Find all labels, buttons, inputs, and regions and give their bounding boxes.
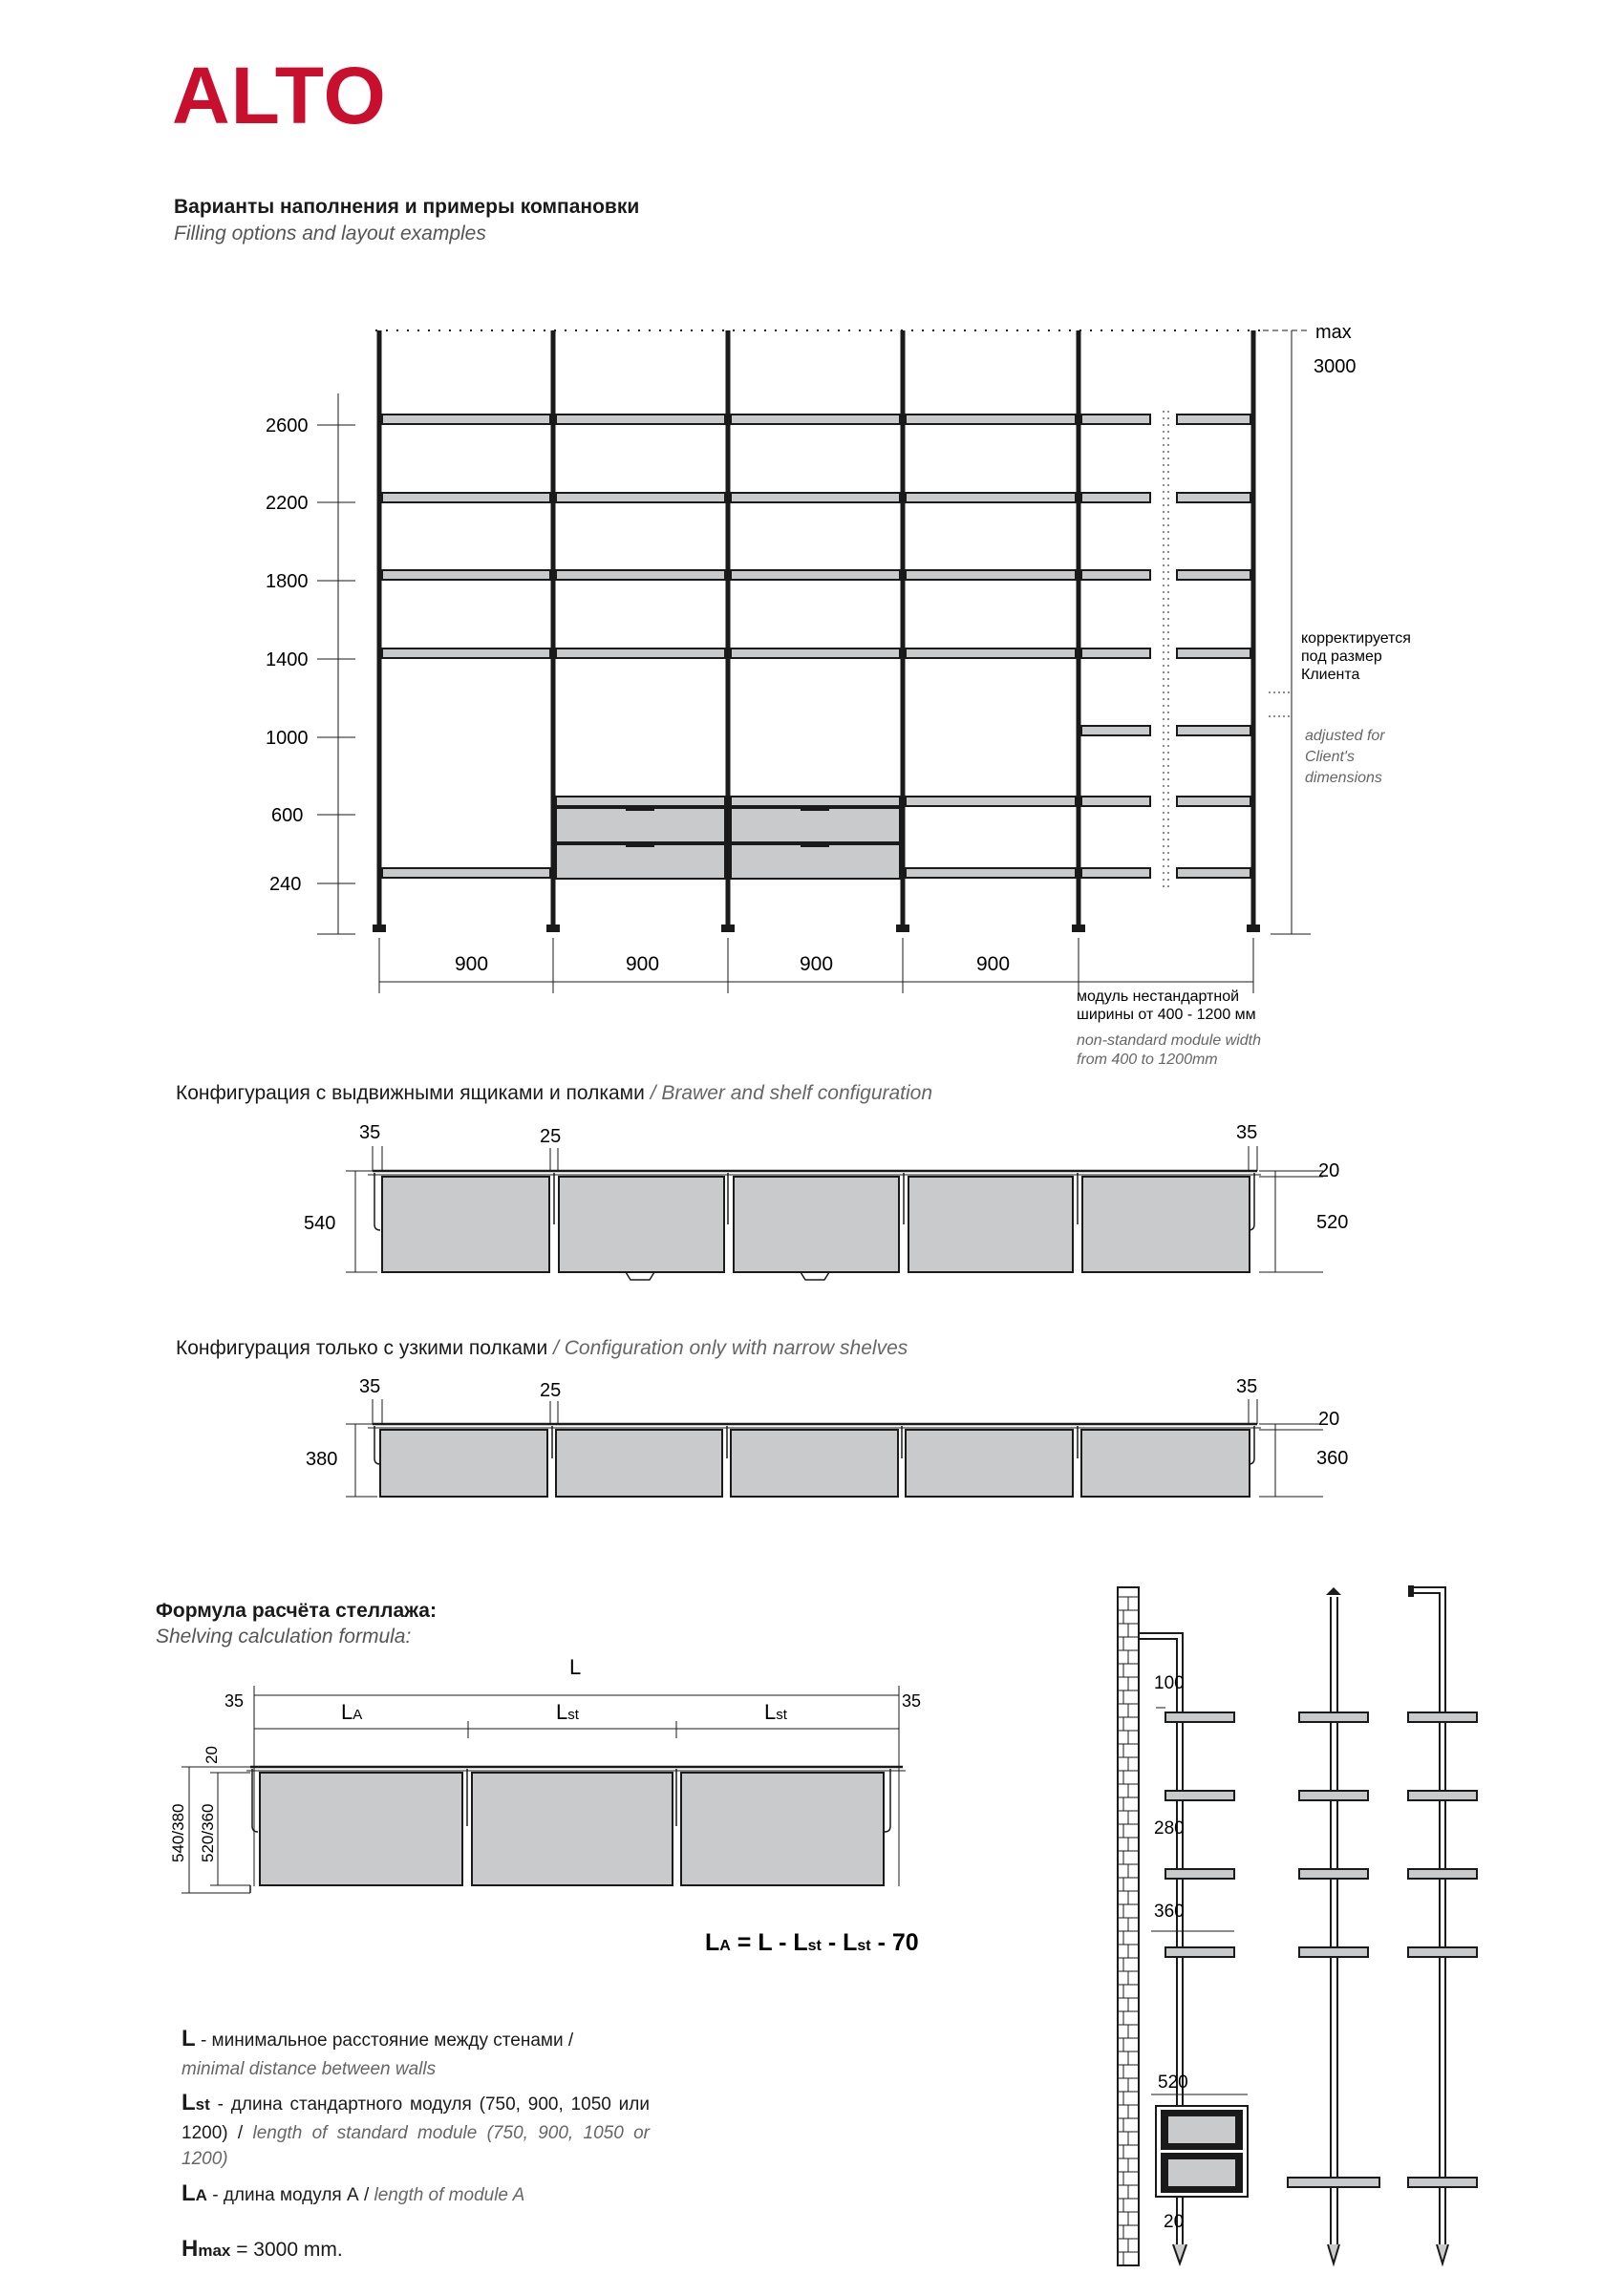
dim-100: 100 (1154, 1673, 1185, 1693)
config2-title-ru: Конфигурация только с узкими полками (176, 1337, 548, 1359)
section-title-ru: Варианты наполнения и примеры компановки (174, 196, 640, 218)
height-label: 240 (269, 874, 302, 895)
formula-expression: LA = L - Lst - Lst - 70 (705, 1929, 919, 1956)
dim-25: 25 (540, 1126, 562, 1147)
dim-35: 35 (359, 1122, 381, 1143)
brand-logo: ALTO (172, 51, 387, 140)
dim-Lst: Lst (556, 1700, 579, 1724)
height-ticks (317, 425, 355, 934)
dim-35: 35 (1236, 1376, 1258, 1397)
config2-plan (0, 1361, 1624, 1514)
height-label: 1400 (266, 649, 309, 670)
formula-panels (260, 1773, 884, 1885)
legend-Lst: Lst - длина стандартного модуля (750, 900, 1050 или 1200) / length of standard module (750, 900, 1050 or 1200) (182, 2090, 650, 2170)
formula-title-en: Shelving calculation formula: (156, 1626, 412, 1648)
adjust-en: Client's (1305, 749, 1355, 765)
max-value: 3000 (1314, 356, 1357, 377)
dim-520: 520 (1316, 1212, 1349, 1233)
adjust-ru: под размер (1301, 648, 1382, 665)
width-label: 900 (976, 953, 1011, 975)
config2-title-en: / Configuration only with narrow shelves (553, 1337, 908, 1359)
legend-Hmax: Hmax = 3000 mm. (182, 2236, 343, 2262)
dim-520-360: 520/360 (199, 1803, 217, 1862)
dim-380: 380 (306, 1449, 338, 1470)
section-title-en: Filling options and layout examples (174, 223, 486, 244)
config1-drawers (382, 1177, 1250, 1272)
dim-Lst: Lst (764, 1700, 787, 1724)
config2-title (176, 1337, 908, 1360)
adjust-en: adjusted for (1305, 728, 1385, 744)
dim-20: 20 (1318, 1160, 1340, 1181)
width-label: 900 (800, 953, 834, 975)
elevation-drawing (0, 0, 1624, 1070)
config1-title-ru: Конфигурация с выдвижными ящиками и полками (176, 1082, 645, 1104)
width-label: 900 (626, 953, 660, 975)
dim-35: 35 (1236, 1122, 1258, 1143)
max-label: max (1315, 322, 1352, 343)
dim-LA: LA (341, 1700, 363, 1724)
dim-360: 360 (1154, 1902, 1185, 1922)
config1-title-en: / Brawer and shelf configuration (650, 1082, 933, 1104)
module-ru: модуль нестандартной (1077, 989, 1240, 1005)
dim-20: 20 (203, 1746, 221, 1764)
side-drawer-unit (1156, 2106, 1248, 2197)
module-ru: ширины от 400 - 1200 мм (1077, 1007, 1256, 1023)
dim-280: 280 (1154, 1818, 1185, 1839)
module-en: non-standard module width (1077, 1032, 1262, 1049)
dim-520: 520 (1158, 2073, 1188, 2093)
formula-plan (0, 1643, 955, 1956)
side-view (1089, 1576, 1509, 2283)
height-label: 1000 (266, 728, 309, 749)
dim-35: 35 (902, 1691, 922, 1711)
adjust-en: dimensions (1305, 770, 1382, 786)
height-label: 2600 (266, 415, 309, 436)
formula-title-ru: Формула расчёта стеллажа: (156, 1600, 437, 1622)
module-en: from 400 to 1200mm (1077, 1052, 1218, 1068)
dim-360: 360 (1316, 1448, 1349, 1469)
config1-title (176, 1082, 932, 1105)
adjust-ru: корректируется (1301, 630, 1411, 647)
height-label: 1800 (266, 571, 309, 592)
dim-25: 25 (540, 1380, 562, 1401)
dim-540-380: 540/380 (169, 1803, 187, 1862)
config1-plan (0, 1108, 1624, 1299)
dim-35: 35 (359, 1376, 381, 1397)
dim-35: 35 (224, 1691, 245, 1711)
adjust-ru: Клиента (1301, 667, 1360, 683)
dim-540: 540 (304, 1213, 336, 1234)
width-label: 900 (455, 953, 489, 975)
dim-20: 20 (1164, 2212, 1185, 2232)
height-label: 600 (271, 805, 304, 826)
config2-shelves (380, 1430, 1250, 1497)
feet (373, 925, 1260, 932)
dim-20: 20 (1318, 1409, 1340, 1430)
legend-L: L - минимальное расстояние между стенами / minimal distance between walls (182, 2026, 574, 2079)
height-label: 2200 (266, 493, 309, 514)
dim-L: L (569, 1655, 582, 1679)
legend-LA: LA - длина модуля А / length of module A (182, 2180, 525, 2206)
